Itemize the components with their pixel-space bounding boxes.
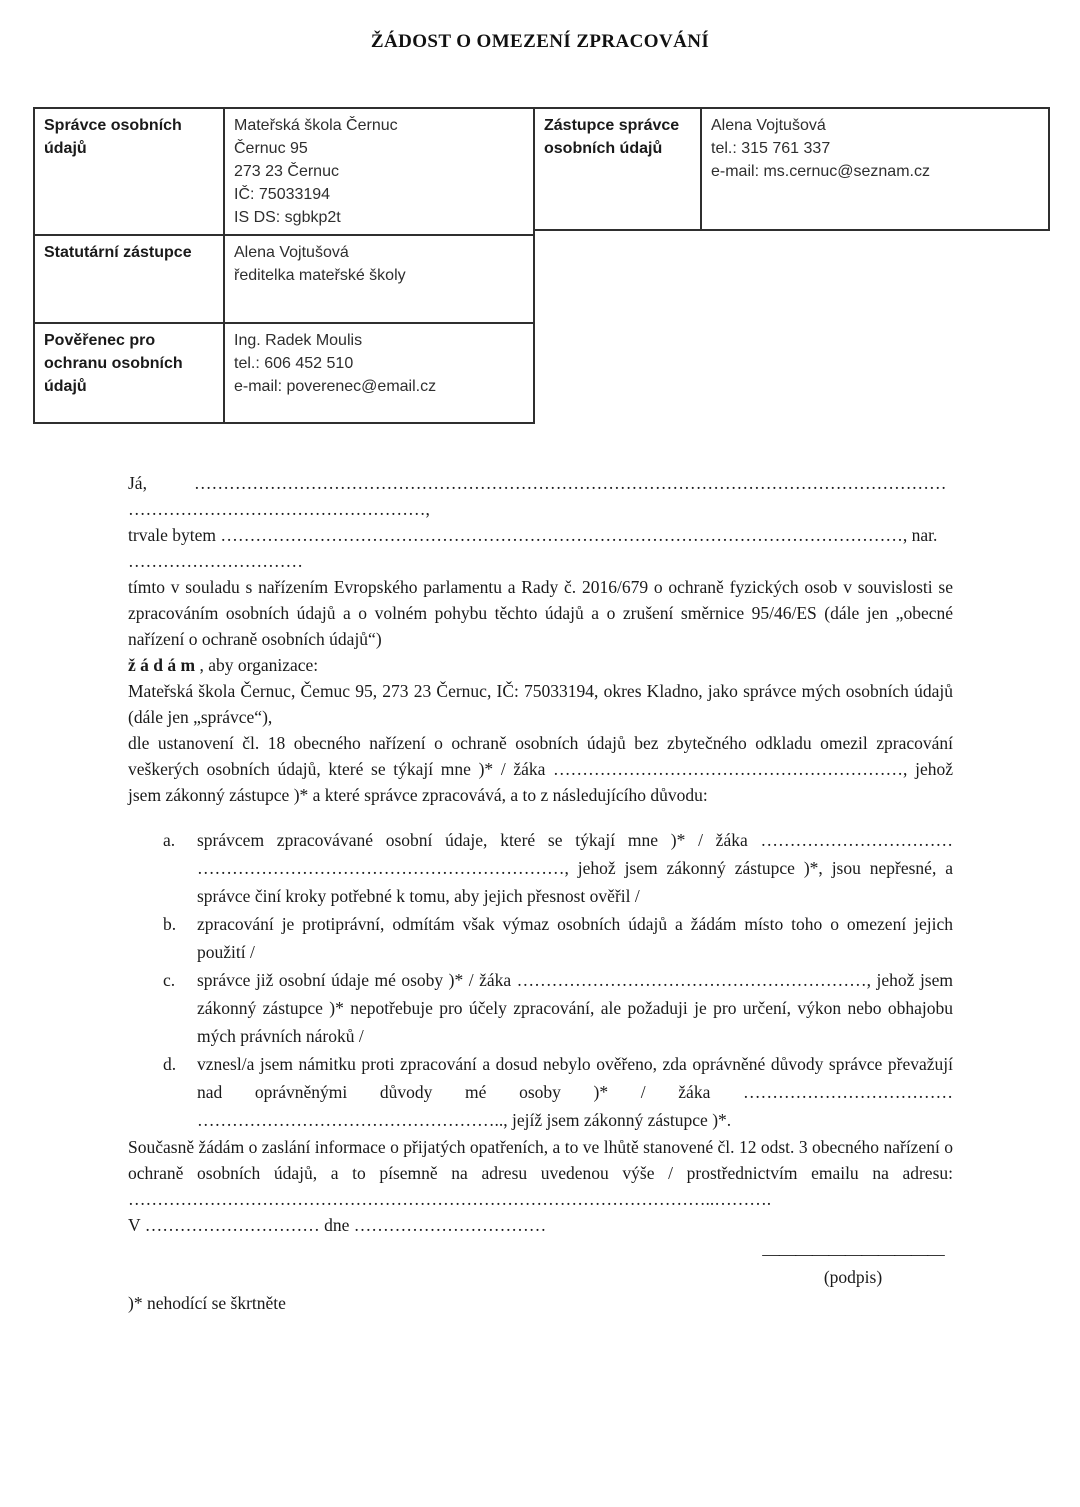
list-marker: d. [163,1054,177,1074]
list-item-c [128,966,953,1050]
controller-city: 273 23 Černuc [234,163,339,180]
controller-info-table [33,107,535,424]
list-marker: b. [163,914,177,934]
table-row [34,108,534,235]
table-row [534,108,1049,230]
deputy-phone: tel.: 315 761 337 [711,140,831,157]
list-item-d [128,1050,953,1134]
dpo-phone: tel.: 606 452 510 [234,355,354,372]
dpo-name: Ing. Radek Moulis [234,332,363,349]
list-item-a [128,826,953,910]
controller-ico: IČ: 75033194 [234,186,331,203]
signature-line: ——————————— [762,1244,944,1264]
dpo-value-cell [224,323,534,423]
dpo-label-cell: Pověřenec pro ochranu osobních údajů [34,323,224,423]
controller-value-cell [224,108,534,235]
deputy-name: Alena Vojtušová [711,117,826,134]
controller-name: Mateřská škola Černuc [234,117,398,134]
paragraph-ja [128,470,953,522]
document-title: ŽÁDOST O OMEZENÍ ZPRACOVÁNÍ [370,31,710,52]
deputy-info-table [533,107,1050,231]
footnote: )* nehodící se škrtněte [128,1293,286,1313]
controller-street: Černuc 95 [234,140,308,157]
list-item-text: vznesl/a jsem námitku proti zpracování a dosud nebylo ověřeno, zda oprávněné důvody správce převažují nad oprávněnými důvody mé osoby )* / žáka ……………………………… …………………………………………….., jejíž jsem zákonný zástupce )*. [197,1054,953,1130]
controller-isds: IS DS: sgbkp2t [234,209,341,226]
table-row [34,235,534,323]
request-rest: , aby organizace: [195,655,319,675]
document-body [128,470,953,1316]
paragraph-notification: Současně žádám o zaslání informace o přijatých opatřeních, a to ve lhůtě stanovené čl. 12 odst. 3 obecného nařízení o ochraně osobních údajů, a to písemně na adresu uvedenou výše / prostřednictvím emailu na adresu: ………………………………………………………………………………………..………. [128,1137,953,1209]
list-item-text: zpracování je protiprávní, odmítám však výmaz osobních údajů a žádám místo toho o omezení jejich použití / [197,914,953,962]
statutory-name: Alena Vojtušová [234,244,349,261]
ja-prefix: Já, [128,473,147,493]
paragraph-request [128,652,953,678]
list-marker: c. [163,970,176,990]
paragraph-regulation: tímto v souladu s nařízením Evropského parlamentu a Rady č. 2016/679 o ochraně fyzických osob v souvislosti se zpracováním osobních údajů a o volném pohybu těchto údajů a o zrušení směrnice 95/46/ES (dále jen „obecné nařízení o ochraně osobních údajů“) [128,577,953,649]
dpo-email: e-mail: poverenec@email.cz [234,378,437,395]
deputy-value-cell [701,108,1049,230]
request-word-bold: ž á d á m [128,655,196,675]
list-item-text: správce již osobní údaje mé osoby )* / žáka ……………………………………………………, jehož jsem zákonný zástupce )* nepotřebuje pro účely zpracování, ale požaduji je pro určení, výkon nebo obhajobu mých právních nároků / [197,970,953,1046]
paragraph-place-date: V ………………………… dne …………………………… [128,1215,547,1235]
deputy-label-cell: Zástupce správce osobních údajů [534,108,701,230]
deputy-email: e-mail: ms.cernuc@seznam.cz [711,163,930,180]
paragraph-school: Mateřská škola Černuc, Čemuc 95, 273 23 Černuc, IČ: 75033194, okres Kladno, jako správce mých osobních údajů (dále jen „správce“), [128,681,953,727]
statutory-role: ředitelka mateřské školy [234,267,406,284]
paragraph-address: trvale bytem ………………………………………………………………………………………………………, nar. ………………………… [128,525,938,571]
statutory-value-cell [224,235,534,323]
statutory-label-cell: Statutární zástupce [34,235,224,323]
list-marker: a. [163,830,176,850]
controller-label-cell: Správce osobních údajů [34,108,224,235]
reason-list [128,826,953,1134]
name-blank-field: ………………………………………………………………………………………………………………………………………………………………, [128,473,947,519]
list-item-b [128,910,953,966]
table-row [34,323,534,423]
list-item-text: správcem zpracovávané osobní údaje, které se týkají mne )* / žáka …………………………… ………………………………………………………, jehož jsem zákonný zástupce )*, jsou nepřesné, a správce činí kroky potřebné k tomu, aby jejich přesnost ověřil / [197,830,953,906]
signature-caption: (podpis) [823,1267,883,1287]
paragraph-article18: dle ustanovení čl. 18 obecného nařízení o ochraně osobních údajů bez zbytečného odkladu omezil zpracování veškerých osobních údajů, které se týkají mne )* / žáka ……………………………………………………, jehož jsem zákonný zástupce )* a které správce zpracovává, a to z následujícího důvodu: [128,733,953,805]
signature-block [753,1244,953,1290]
